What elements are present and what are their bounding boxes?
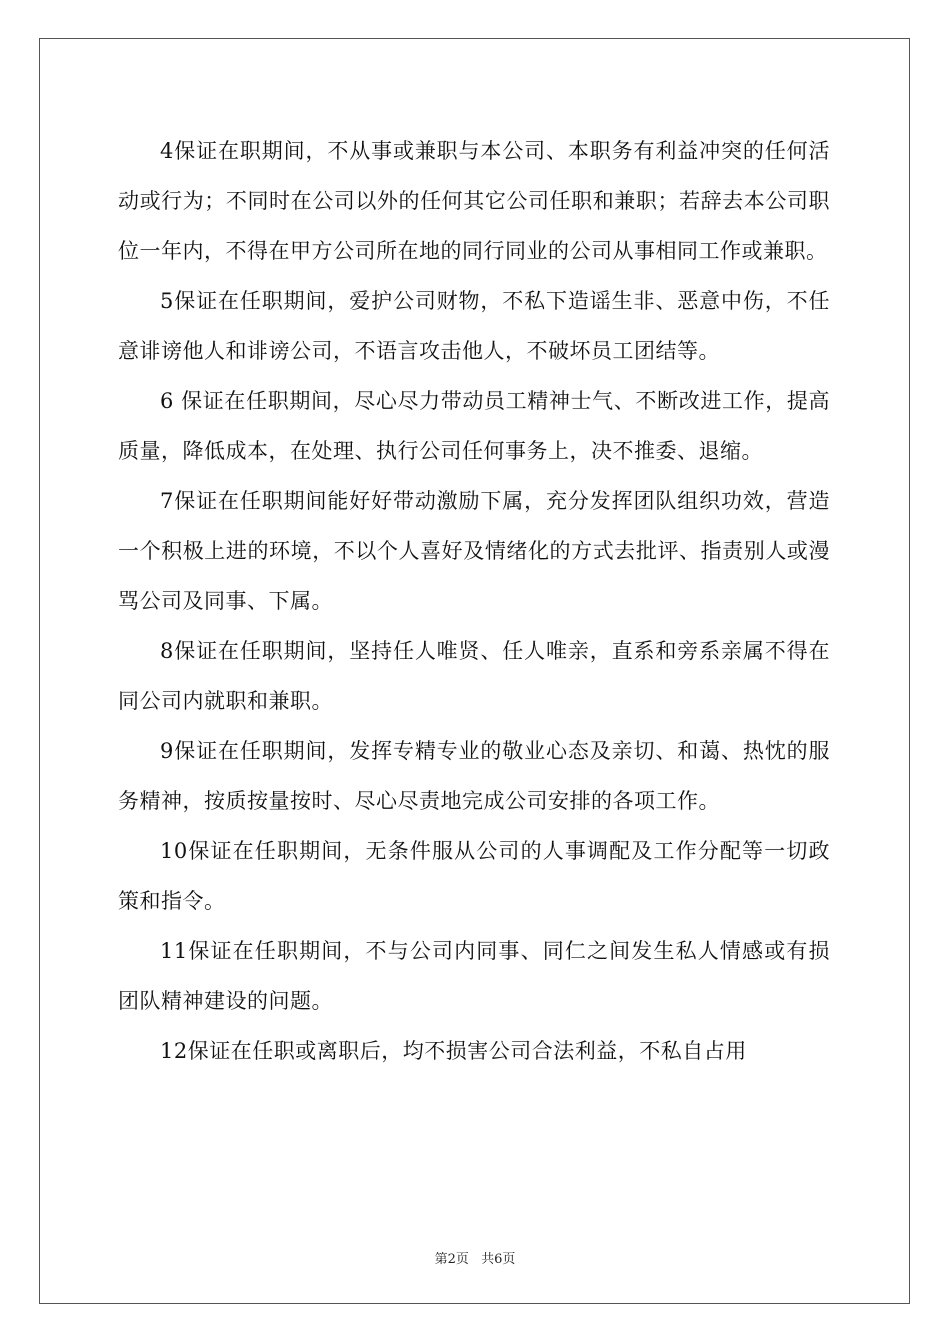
- paragraph-clause-10: 10保证在任职期间，无条件服从公司的人事调配及工作分配等一切政策和指令。: [118, 839, 830, 913]
- page-number-current: 第2页: [434, 1252, 469, 1267]
- paragraph-clause-9: 9保证在任职期间，发挥专精专业的敬业心态及亲切、和蔼、热忱的服务精神，按质按量按时、尽心尽责地完成公司安排的各项工作。: [118, 739, 830, 813]
- page-footer: [0, 1248, 950, 1267]
- document-body: [118, 126, 830, 1076]
- paragraph-clause-6: 6 保证在任职期间，尽心尽力带动员工精神士气、不断改进工作，提高质量，降低成本，在处理、执行公司任何事务上，决不推委、退缩。: [118, 389, 830, 463]
- paragraph-clause-12: 12保证在任职或离职后，均不损害公司合法利益，不私自占用: [160, 1039, 747, 1063]
- paragraph-clause-5: 5保证在任职期间，爱护公司财物，不私下造谣生非、恶意中伤，不任意诽谤他人和诽谤公司，不语言攻击他人，不破坏员工团结等。: [118, 289, 830, 363]
- page-number-total: 共6页: [481, 1252, 516, 1267]
- paragraph-clause-4: 4保证在职期间，不从事或兼职与本公司、本职务有利益冲突的任何活动或行为；不同时在公司以外的任何其它公司任职和兼职；若辞去本公司职位一年内，不得在甲方公司所在地的同行同业的公司从事相同工作或兼职。: [118, 139, 830, 263]
- paragraph-clause-7: 7保证在任职期间能好好带动激励下属，充分发挥团队组织功效，营造一个积极上进的环境，不以个人喜好及情绪化的方式去批评、指责别人或漫骂公司及同事、下属。: [118, 489, 830, 613]
- paragraph-clause-11: 11保证在任职期间，不与公司内同事、同仁之间发生私人情感或有损团队精神建设的问题。: [118, 939, 830, 1013]
- paragraph-clause-8: 8保证在任职期间，坚持任人唯贤、任人唯亲，直系和旁系亲属不得在同公司内就职和兼职。: [118, 639, 830, 713]
